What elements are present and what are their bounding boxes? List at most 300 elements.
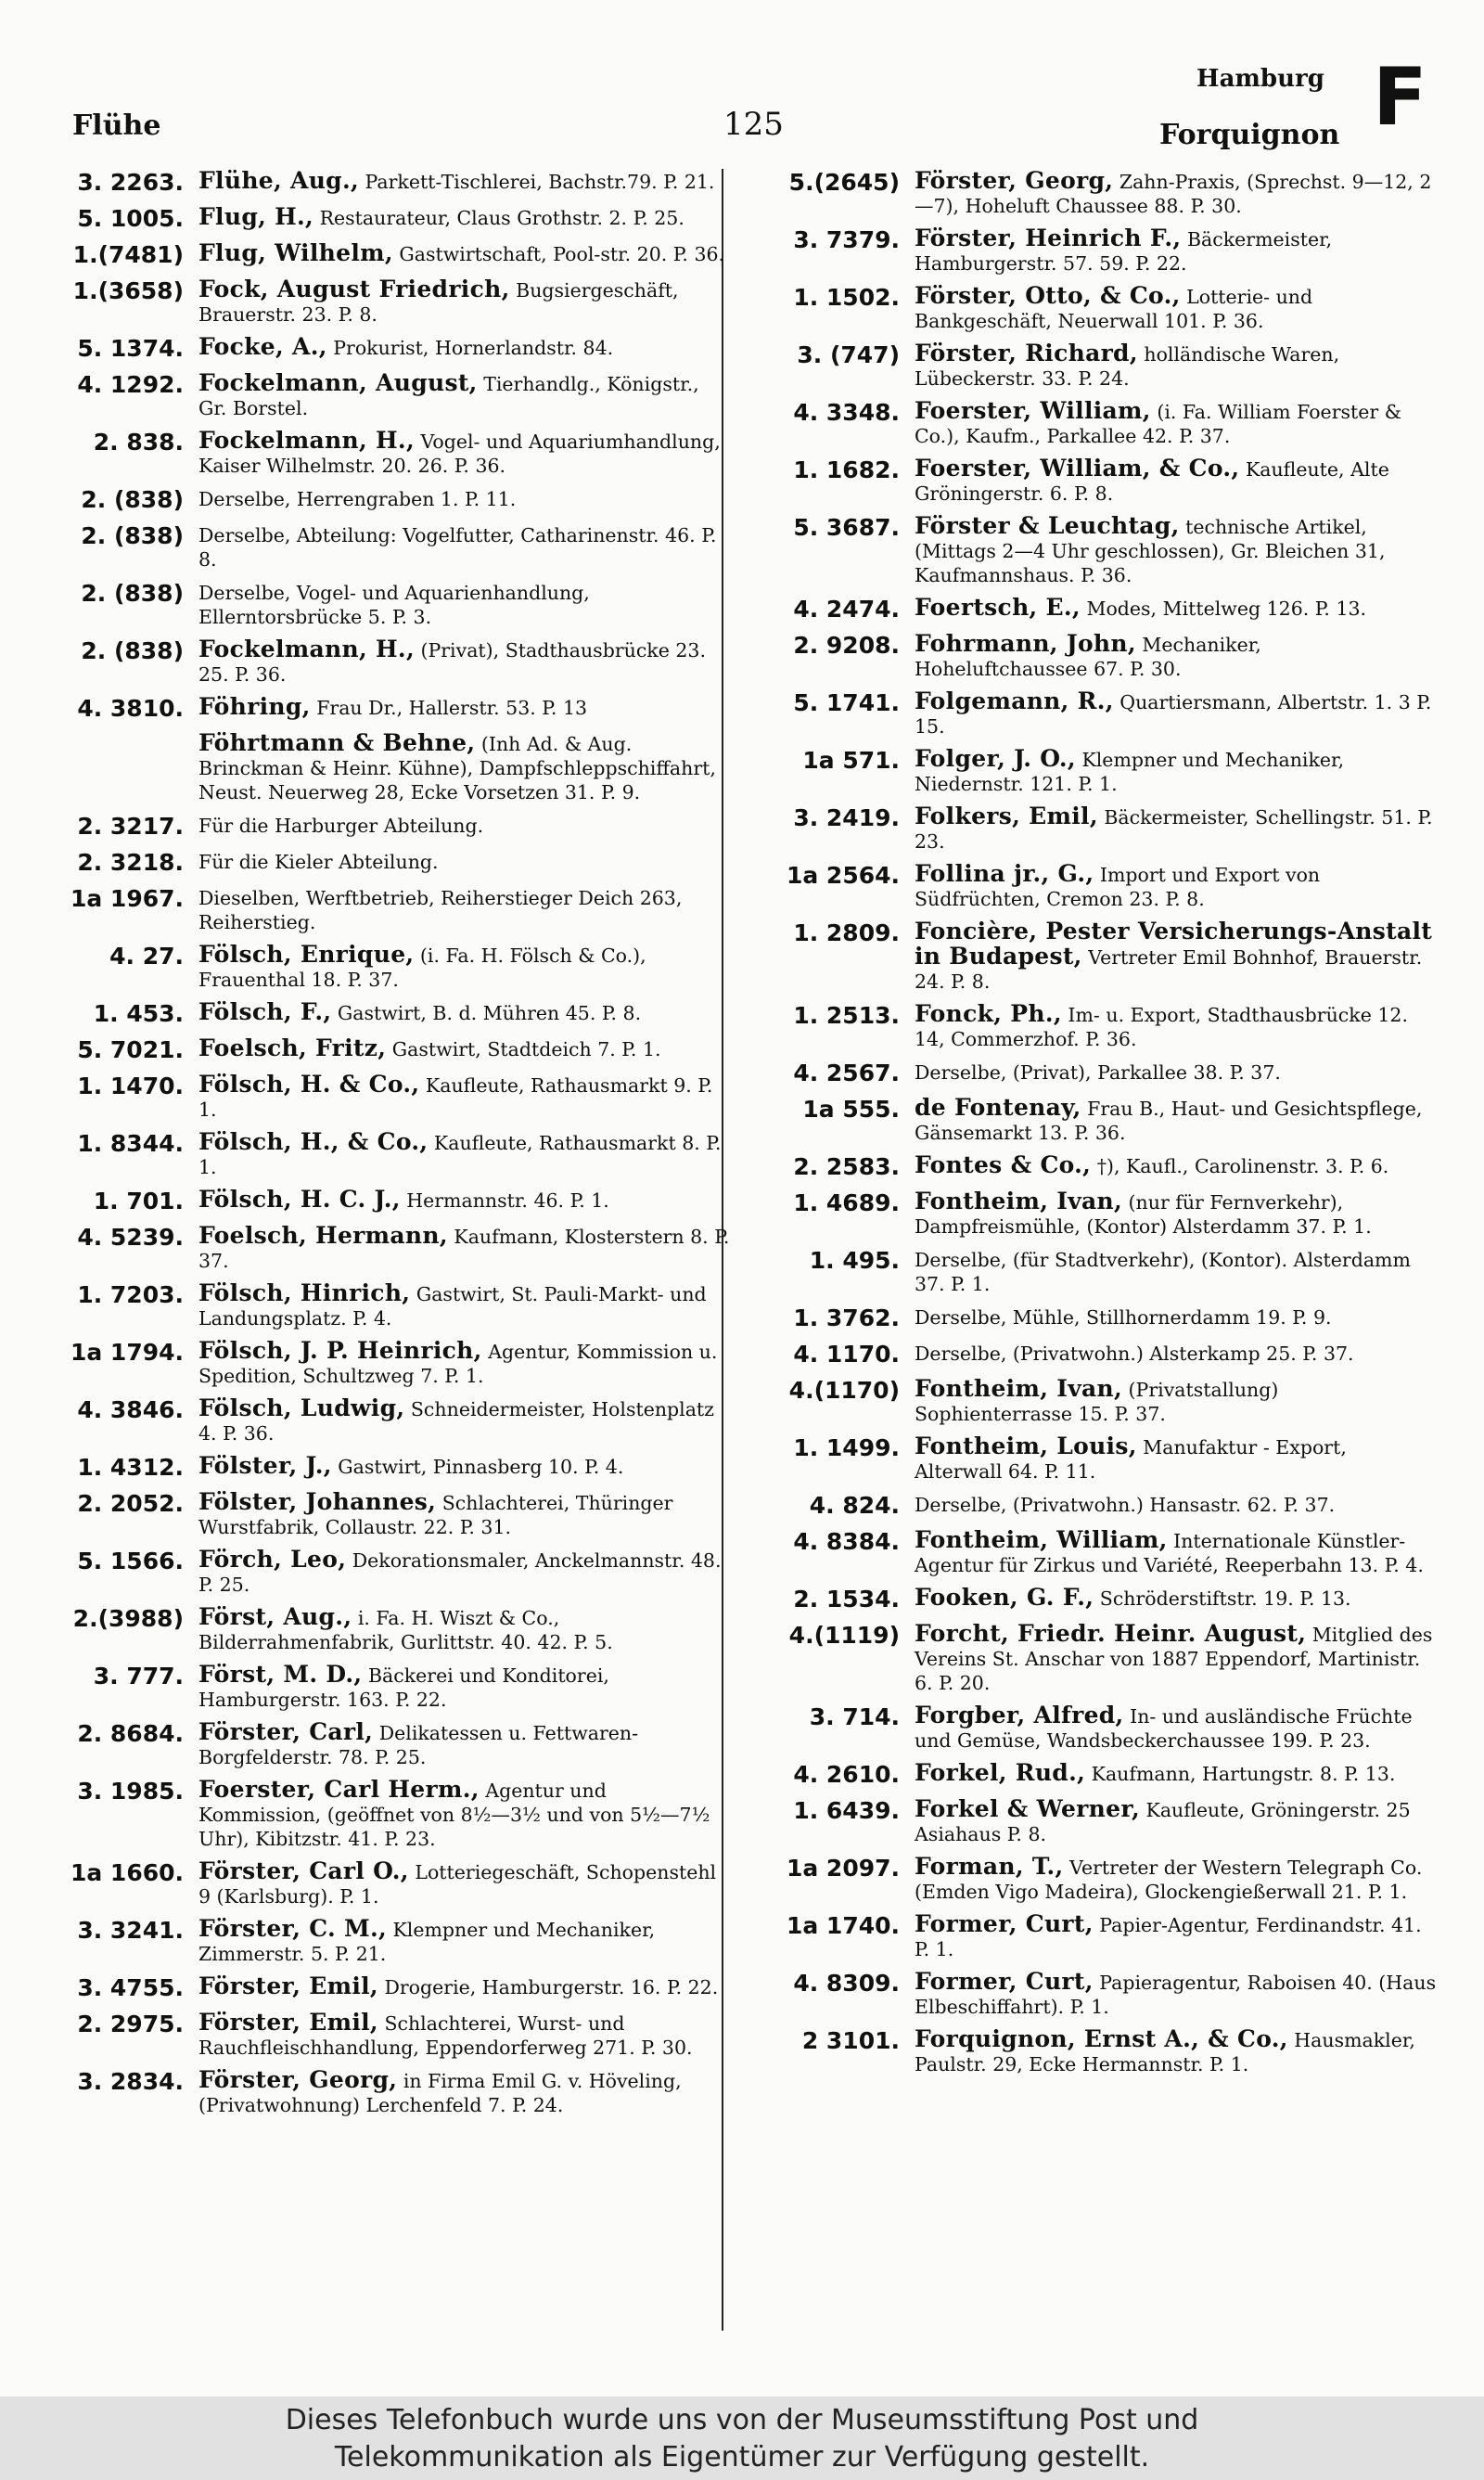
entry-body xyxy=(915,284,1438,333)
entry-details: †), Kaufl., Carolinenstr. 3. P. 6. xyxy=(1091,1155,1389,1177)
entry-body xyxy=(198,1454,731,1479)
subscriber-name: Först, M. D., xyxy=(198,1661,363,1688)
subscriber-name: Foncière, Pester Versicherungs-Anstalt in Budapest, xyxy=(915,918,1433,970)
directory-entry xyxy=(54,1339,731,1388)
phone-number: 4. 824. xyxy=(809,1492,900,1519)
subscriber-name: Flug, H., xyxy=(198,203,314,230)
subscriber-name: Focke, A., xyxy=(198,333,327,360)
entry-body xyxy=(915,1096,1438,1145)
phone-number: 5. 1741. xyxy=(793,689,900,716)
directory-entry xyxy=(54,205,731,233)
subscriber-name: Förster, Emil, xyxy=(198,2009,378,2036)
phone-number: 1. 4689. xyxy=(793,1189,900,1216)
subscriber-name: Fonck, Ph., xyxy=(915,1000,1062,1027)
entry-body xyxy=(915,2027,1438,2076)
phone-number: 1a 1794. xyxy=(70,1339,184,1366)
running-head-left: Flühe xyxy=(72,109,161,142)
entry-body xyxy=(198,241,731,266)
phone-number: 4. 1292. xyxy=(77,371,184,398)
entry-body xyxy=(915,1855,1438,1904)
entry-body xyxy=(198,1778,731,1851)
entry-body xyxy=(915,1153,1438,1178)
entry-body xyxy=(198,1281,731,1330)
entry-details: Gastwirt, B. d. Mühren 45. P. 8. xyxy=(331,1002,642,1024)
phone-number: 4.(1119) xyxy=(788,1622,900,1649)
entry-body xyxy=(198,695,731,720)
directory-entry xyxy=(54,1281,731,1330)
phone-number: 1.(7481) xyxy=(72,241,184,268)
phone-number: 2. 9208. xyxy=(793,632,900,659)
directory-entry xyxy=(54,522,731,572)
directory-entry xyxy=(54,2011,731,2060)
entry-details: Kaufmann, Hartungstr. 8. P. 13. xyxy=(1085,1763,1396,1785)
directory-entry xyxy=(54,849,731,877)
subscriber-name: Förster, Georg, xyxy=(198,2066,398,2093)
phone-number: 2 3101. xyxy=(801,2027,900,2054)
phone-number: 2. (838) xyxy=(81,637,184,664)
phone-number: 4. 5239. xyxy=(77,1224,184,1251)
entry-body xyxy=(915,919,1438,994)
entry-body xyxy=(915,456,1438,506)
entry-details: (i. Fa. H. Fölsch & Co.), Frauenthal 18. P. 37. xyxy=(198,944,646,991)
directory-entry xyxy=(761,284,1438,333)
phone-number: 2. 1534. xyxy=(793,1586,900,1613)
directory-entry xyxy=(54,169,731,197)
subscriber-name: Fölsch, F., xyxy=(198,998,332,1025)
directory-entry xyxy=(761,341,1438,391)
phone-number: 4. 3846. xyxy=(77,1396,184,1423)
directory-entry xyxy=(54,1188,731,1215)
phone-number: 5. 3687. xyxy=(793,514,900,541)
entry-body xyxy=(915,747,1438,796)
subscriber-name: Fockelmann, H., xyxy=(198,636,415,662)
subscriber-name: Forkel, Rud., xyxy=(915,1759,1086,1786)
directory-entry xyxy=(54,1917,731,1966)
subscriber-name: Flug, Wilhelm, xyxy=(198,239,393,266)
entry-details: Gastwirt, Stadtdeich 7. P. 1. xyxy=(386,1038,661,1060)
entry-details: holländische Waren, Lübeckerstr. 33. P. 24. xyxy=(915,343,1340,390)
subscriber-name: Foerster, Carl Herm., xyxy=(198,1776,480,1803)
subscriber-name: Forgber, Alfred, xyxy=(915,1702,1124,1728)
entry-details: Kaufleute, Rathausmarkt 8. P. 1. xyxy=(198,1132,722,1178)
entry-details: Derselbe, (Privatwohn.) Hansastr. 62. P. 37. xyxy=(915,1494,1336,1516)
entry-details: Schlachterei, Wurst- und Rauchfleischhandlung, Eppendorferweg 271. P. 30. xyxy=(198,2012,693,2059)
phone-number: 1a 2564. xyxy=(786,862,900,889)
entry-body xyxy=(198,2068,731,2117)
phone-number: 4. 2567. xyxy=(793,1060,900,1086)
entry-body xyxy=(915,1304,1438,1330)
phone-number: 3. 3241. xyxy=(77,1917,184,1944)
phone-number: 1a 1660. xyxy=(70,1859,184,1886)
phone-number: 1. 4312. xyxy=(77,1454,184,1481)
entry-body xyxy=(915,399,1438,448)
entry-body xyxy=(198,1974,731,1999)
entry-details: Klempner und Mechaniker, Zimmerstr. 5. P. 21. xyxy=(198,1919,656,1965)
entry-body xyxy=(915,341,1438,391)
entry-body xyxy=(915,1247,1438,1296)
subscriber-name: Fontes & Co., xyxy=(915,1151,1092,1178)
entry-details: Derselbe, (Privatwohn.) Alsterkamp 25. P. 37. xyxy=(915,1343,1354,1365)
directory-entry xyxy=(54,1396,731,1446)
entry-details: Derselbe, Herrengraben 1. P. 11. xyxy=(198,488,517,510)
directory-entry xyxy=(761,804,1438,854)
entry-details: Derselbe, (für Stadtverkehr), (Kontor). Alsterdamm 37. P. 1. xyxy=(915,1249,1411,1295)
phone-number: 1. 7203. xyxy=(77,1281,184,1308)
directory-entry xyxy=(761,1153,1438,1181)
phone-number: 5. 1566. xyxy=(77,1548,184,1574)
entry-details: Schneidermeister, Holstenplatz 4. P. 36. xyxy=(198,1398,714,1445)
entry-details: Klempner und Mechaniker, Niedernstr. 121. P. 1. xyxy=(915,749,1345,795)
entry-details: Kaufmann, Klosterstern 8. P. 37. xyxy=(198,1226,730,1272)
entry-details: Frau B., Haut- und Gesichtspflege, Gänsemarkt 13. P. 36. xyxy=(915,1098,1423,1144)
entry-body xyxy=(915,514,1438,587)
subscriber-name: Forquignon, Ernst A., & Co., xyxy=(915,2025,1288,2052)
entry-body xyxy=(198,849,731,874)
entry-details: Modes, Mittelweg 126. P. 13. xyxy=(1080,598,1367,620)
entry-body xyxy=(198,1224,731,1273)
phone-number: 1. 1682. xyxy=(793,456,900,483)
subscriber-name: Förster, Carl, xyxy=(198,1718,374,1745)
directory-entry xyxy=(761,1304,1438,1332)
phone-number: 2. (838) xyxy=(81,486,184,513)
directory-entry xyxy=(54,1605,731,1654)
entry-details: Kaufleute, Gröningerstr. 25 Asiahaus P. 8. xyxy=(915,1799,1411,1845)
entry-details: Vertreter der Western Telegraph Co. (Emden Vigo Madeira), Glockengießerwall 21. P. 1. xyxy=(915,1857,1423,1903)
directory-entry xyxy=(761,1247,1438,1296)
entry-body xyxy=(198,885,731,934)
subscriber-name: Förster, Heinrich F., xyxy=(915,225,1182,251)
entry-details: (i. Fa. William Foerster & Co.), Kaufm., Parkallee 42. P. 37. xyxy=(915,401,1401,447)
section-letter: F xyxy=(1373,51,1427,144)
entry-body xyxy=(198,522,731,572)
subscriber-name: Fölsch, Enrique, xyxy=(198,941,415,968)
entry-details: Schlachterei, Thüringer Wurstfabrik, Collaustr. 22. P. 31. xyxy=(198,1492,673,1538)
entry-body xyxy=(198,1859,731,1908)
entry-details: Mechaniker, Hoheluftchaussee 67. P. 30. xyxy=(915,634,1261,680)
running-head-right: Forquignon xyxy=(1159,119,1340,151)
entry-details: Agentur, Kommission u. Spedition, Schultzweg 7. P. 1. xyxy=(198,1341,718,1387)
archive-notice-line-2: Telekommunikation als Eigentümer zur Verfügung gestellt. xyxy=(334,2441,1150,2474)
directory-entry xyxy=(761,1855,1438,1904)
subscriber-name: Fock, August Friedrich, xyxy=(198,276,510,302)
directory-entry xyxy=(54,1073,731,1122)
entry-details: Lotteriegeschäft, Schopenstehl 9 (Karlsburg). P. 1. xyxy=(198,1861,717,1908)
entry-details: Prokurist, Hornerlandstr. 84. xyxy=(326,337,614,359)
directory-entry xyxy=(761,1970,1438,2019)
entry-details: Vogel- und Aquariumhandlung, Kaiser Wilhelmstr. 20. 26. P. 36. xyxy=(198,430,721,477)
entry-details: Hausmakler, Paulstr. 29, Ecke Hermannstr. P. 1. xyxy=(915,2029,1415,2075)
entry-body xyxy=(198,1188,731,1213)
entry-details: Papieragentur, Raboisen 40. (Haus Elbeschiffahrt). P. 1. xyxy=(915,1972,1437,2018)
directory-entry xyxy=(54,731,731,804)
phone-number: 5. 1374. xyxy=(77,335,184,362)
phone-number: 1. 2809. xyxy=(793,919,900,946)
phone-number: 2.(3988) xyxy=(72,1605,184,1632)
subscriber-name: Fontheim, Ivan, xyxy=(915,1375,1123,1402)
entry-details: Lotterie- und Bankgeschäft, Neuerwall 101. P. 36. xyxy=(915,286,1313,332)
subscriber-name: Forman, T., xyxy=(915,1853,1064,1880)
subscriber-name: Follina jr., G., xyxy=(915,860,1094,887)
subscriber-name: Foertsch, E., xyxy=(915,594,1081,621)
entry-details: Im- u. Export, Stadthausbrücke 12. 14, Commerzhof. P. 36. xyxy=(915,1004,1408,1050)
directory-entry xyxy=(54,695,731,723)
directory-entry xyxy=(54,335,731,363)
directory-entry xyxy=(761,747,1438,796)
subscriber-name: Fölsch, J. P. Heinrich, xyxy=(198,1337,482,1364)
entry-body xyxy=(198,335,731,360)
phone-number: 2. 838. xyxy=(93,429,184,456)
entry-body xyxy=(198,580,731,629)
phone-number: 4. 27. xyxy=(109,943,184,970)
phone-number: 5. 1005. xyxy=(77,205,184,232)
entry-body xyxy=(915,804,1438,854)
entry-details: Schröderstiftstr. 19. P. 13. xyxy=(1094,1587,1351,1610)
phone-number: 2. 2583. xyxy=(793,1153,900,1180)
phone-number: 3. 2263. xyxy=(77,169,184,196)
entry-body xyxy=(915,1761,1438,1786)
entry-details: in Firma Emil G. v. Höveling, (Privatwohnung) Lerchenfeld 7. P. 24. xyxy=(198,2070,682,2116)
phone-number: 4. 2474. xyxy=(793,596,900,623)
subscriber-name: Förster & Leuchtag, xyxy=(915,512,1180,539)
directory-entry xyxy=(54,813,731,841)
entry-details: (Inh Ad. & Aug. Brinckman & Heinr. Kühne), Dampfschleppschiffahrt, Neust. Neuerweg 28, Ecke Vorsetzen 31. P. 9. xyxy=(198,733,716,803)
entry-body xyxy=(198,1663,731,1712)
directory-entry xyxy=(54,1000,731,1028)
directory-entry xyxy=(761,1341,1438,1368)
entry-body xyxy=(915,1586,1438,1611)
phone-number: 1a 555. xyxy=(802,1096,900,1123)
entry-body xyxy=(198,2011,731,2060)
phone-number: 3. 777. xyxy=(93,1663,184,1690)
running-head-city: Hamburg xyxy=(1196,65,1324,93)
entry-body xyxy=(198,1548,731,1597)
right-column xyxy=(761,169,1438,2085)
entry-body xyxy=(915,632,1438,681)
page-number: 125 xyxy=(723,106,784,143)
entry-details: Für die Harburger Abteilung. xyxy=(198,815,484,837)
directory-entry xyxy=(761,862,1438,911)
entry-body xyxy=(915,1622,1438,1695)
phone-number: 1. 701. xyxy=(93,1188,184,1214)
directory-entry xyxy=(761,596,1438,623)
phone-number: 1. 6439. xyxy=(793,1797,900,1824)
entry-details: Kaufleute, Alte Gröningerstr. 6. P. 8. xyxy=(915,458,1389,505)
entry-details: Vertreter Emil Bohnhof, Brauerstr. 24. P. 8. xyxy=(915,946,1423,993)
entry-body xyxy=(915,596,1438,621)
archive-notice-line-1: Dieses Telefonbuch wurde uns von der Museumsstiftung Post und xyxy=(285,2404,1199,2436)
directory-entry xyxy=(54,943,731,992)
directory-entry xyxy=(54,1548,731,1597)
subscriber-name: Förster, C. M., xyxy=(198,1915,387,1942)
subscriber-name: Förster, Otto, & Co., xyxy=(915,282,1181,309)
directory-entry xyxy=(54,371,731,420)
entry-details: Agentur und Kommission, (geöffnet von 8½—3½ und von 5½—7½ Uhr), Kibitzstr. 41. P. 23. xyxy=(198,1780,710,1850)
entry-body xyxy=(198,637,731,687)
phone-number: 1. 495. xyxy=(809,1247,900,1274)
directory-entry xyxy=(54,885,731,934)
entry-body xyxy=(198,1396,731,1446)
subscriber-name: Fontheim, Louis, xyxy=(915,1433,1137,1459)
entry-details: Derselbe, Vogel- und Aquarienhandlung, Ellerntorsbrücke 5. P. 3. xyxy=(198,582,590,628)
directory-entry xyxy=(761,1703,1438,1753)
subscriber-name: Foelsch, Hermann, xyxy=(198,1222,448,1249)
entry-body xyxy=(915,1797,1438,1846)
entry-details: Bäckermeister, Schellingstr. 51. P. 23. xyxy=(915,806,1433,853)
entry-details: Drogerie, Hamburgerstr. 16. P. 22. xyxy=(377,1976,719,1998)
directory-entry xyxy=(761,226,1438,276)
entry-details: Gastwirt, St. Pauli-Markt- und Landungsplatz. P. 4. xyxy=(198,1283,707,1330)
entry-body xyxy=(915,1341,1438,1366)
phone-number: 3. 2834. xyxy=(77,2068,184,2095)
subscriber-name: Foelsch, Fritz, xyxy=(198,1034,387,1061)
subscriber-name: Folgemann, R., xyxy=(915,687,1114,714)
entry-body xyxy=(198,1605,731,1654)
entry-body xyxy=(198,1130,731,1179)
phone-number: 3. 4755. xyxy=(77,1974,184,2001)
entry-body xyxy=(915,1492,1438,1517)
phone-number: 4. 1170. xyxy=(793,1341,900,1368)
entry-details: Import und Export von Südfrüchten, Cremon 23. P. 8. xyxy=(915,864,1321,910)
directory-entry xyxy=(54,1490,731,1539)
subscriber-name: Fohrmann, John, xyxy=(915,630,1136,657)
subscriber-name: Förster, Georg, xyxy=(915,167,1114,194)
directory-entry xyxy=(54,637,731,687)
subscriber-name: Fölster, J., xyxy=(198,1452,332,1479)
entry-details: (Privatstallung) Sophienterrasse 15. P. 37. xyxy=(915,1379,1279,1425)
subscriber-name: Fölsch, Ludwig, xyxy=(198,1394,405,1421)
entry-body xyxy=(198,429,731,478)
entry-details: Frau Dr., Hallerstr. 53. P. 13 xyxy=(310,697,588,719)
entry-body xyxy=(198,277,731,327)
entry-details: In- und ausländische Früchte und Gemüse, Wandsbeckerchaussee 199. P. 23. xyxy=(915,1705,1413,1752)
subscriber-name: Former, Curt, xyxy=(915,1910,1094,1937)
entry-body xyxy=(915,862,1438,911)
subscriber-name: Förster, Emil, xyxy=(198,1972,378,1999)
directory-entry xyxy=(761,1434,1438,1484)
directory-entry xyxy=(761,1096,1438,1145)
directory-entry xyxy=(761,2027,1438,2076)
subscriber-name: Fontheim, Ivan, xyxy=(915,1188,1123,1214)
directory-entry xyxy=(761,1492,1438,1520)
phone-number: 2. (838) xyxy=(81,580,184,607)
phone-number: 3. (747) xyxy=(797,341,900,368)
subscriber-name: Fölsch, H. C. J., xyxy=(198,1186,401,1213)
entry-details: Delikatessen u. Fettwaren-Borgfelderstr. 78. P. 25. xyxy=(198,1722,639,1768)
entry-details: Internationale Künstler-Agentur für Zirkus und Variété, Reeperbahn 13. P. 4. xyxy=(915,1530,1424,1576)
entry-details: Papier-Agentur, Ferdinandstr. 41. P. 1. xyxy=(915,1914,1422,1960)
phone-number: 4. 3348. xyxy=(793,399,900,426)
entry-body xyxy=(915,169,1438,218)
entry-details: Gastwirtschaft, Pool-str. 20. P. 36. xyxy=(392,243,725,265)
entry-body xyxy=(198,731,731,804)
phone-number: 2. 2975. xyxy=(77,2011,184,2037)
left-column xyxy=(54,169,731,2126)
subscriber-name: Forcht, Friedr. Heinr. August, xyxy=(915,1620,1307,1647)
entry-body xyxy=(198,813,731,838)
phone-number: 3. 1985. xyxy=(77,1778,184,1805)
phone-number: 3. 2419. xyxy=(793,804,900,831)
entry-details: i. Fa. H. Wiszt & Co., Bilderrahmenfabrik, Gurlittstr. 40. 42. P. 5. xyxy=(198,1607,613,1653)
entry-details: Bäckerei und Konditorei, Hamburgerstr. 163. P. 22. xyxy=(198,1664,609,1711)
entry-body xyxy=(198,1490,731,1539)
subscriber-name: Foerster, William, & Co., xyxy=(915,455,1240,482)
entry-details: Restaurateur, Claus Grothstr. 2. P. 25. xyxy=(313,207,684,229)
phone-number: 3. 714. xyxy=(809,1703,900,1730)
subscriber-name: Först, Aug., xyxy=(198,1603,352,1630)
entry-body xyxy=(198,486,731,511)
phone-number: 2. 8684. xyxy=(77,1720,184,1747)
directory-entry xyxy=(761,514,1438,587)
subscriber-name: Förster, Richard, xyxy=(915,340,1138,366)
entry-body xyxy=(915,1970,1438,2019)
entry-details: Derselbe, (Privat), Parkallee 38. P. 37. xyxy=(915,1061,1281,1084)
entry-body xyxy=(198,943,731,992)
entry-details: Derselbe, Abteilung: Vogelfutter, Catharinenstr. 46. P. 8. xyxy=(198,524,717,571)
directory-entry xyxy=(761,1586,1438,1613)
entry-body xyxy=(198,1720,731,1769)
phone-number: 5. 7021. xyxy=(77,1036,184,1063)
entry-details: Bäckermeister, Hamburgerstr. 57. 59. P. 22. xyxy=(915,228,1333,275)
subscriber-name: Folger, J. O., xyxy=(915,745,1076,772)
entry-body xyxy=(915,1528,1438,1577)
entry-body xyxy=(198,1000,731,1025)
entry-body xyxy=(198,205,731,230)
entry-body xyxy=(198,371,731,420)
entry-details: Für die Kieler Abteilung. xyxy=(198,851,439,873)
directory-entry xyxy=(54,1720,731,1769)
subscriber-name: Former, Curt, xyxy=(915,1968,1094,1995)
phone-number: 4.(1170) xyxy=(788,1377,900,1404)
directory-entry xyxy=(54,1130,731,1179)
directory-entry xyxy=(761,919,1438,994)
entry-body xyxy=(915,1912,1438,1961)
phone-number: 1. 1499. xyxy=(793,1434,900,1461)
directory-entry xyxy=(54,1224,731,1273)
directory-entry xyxy=(761,1189,1438,1239)
subscriber-name: Fooken, G. F., xyxy=(915,1584,1094,1611)
directory-entry xyxy=(54,277,731,327)
phone-number: 4. 3810. xyxy=(77,695,184,722)
entry-body xyxy=(915,1060,1438,1085)
phone-number: 3. 7379. xyxy=(793,226,900,253)
phone-number: 2. 2052. xyxy=(77,1490,184,1517)
directory-entry xyxy=(54,1778,731,1851)
directory-entry xyxy=(761,1622,1438,1695)
subscriber-name: de Fontenay, xyxy=(915,1094,1081,1121)
entry-body xyxy=(915,1434,1438,1484)
subscriber-name: Fockelmann, H., xyxy=(198,427,415,454)
subscriber-name: Fölsch, H. & Co., xyxy=(198,1071,420,1098)
phone-number: 4. 8384. xyxy=(793,1528,900,1555)
phone-number: 1. 8344. xyxy=(77,1130,184,1157)
phone-number: 1.(3658) xyxy=(72,277,184,304)
entry-details: Kaufleute, Rathausmarkt 9. P. 1. xyxy=(198,1074,713,1121)
directory-entry xyxy=(761,1761,1438,1789)
entry-body xyxy=(915,226,1438,276)
entry-body xyxy=(198,1073,731,1122)
phone-number: 1a 1967. xyxy=(70,885,184,912)
directory-entry xyxy=(761,1528,1438,1577)
subscriber-name: Fockelmann, August, xyxy=(198,369,478,396)
entry-details: Parkett-Tischlerei, Bachstr.79. P. 21. xyxy=(358,171,715,193)
directory-entry xyxy=(54,1663,731,1712)
directory-entry xyxy=(54,1974,731,2002)
entry-details: (nur für Fernverkehr), Dampfreismühle, (Kontor) Alsterdamm 37. P. 1. xyxy=(915,1191,1372,1238)
entry-details: Quartiersmann, Albertstr. 1. 3 P. 15. xyxy=(915,691,1432,738)
phone-number: 4. 2610. xyxy=(793,1761,900,1788)
entry-body xyxy=(915,1189,1438,1239)
entry-body xyxy=(915,1377,1438,1426)
